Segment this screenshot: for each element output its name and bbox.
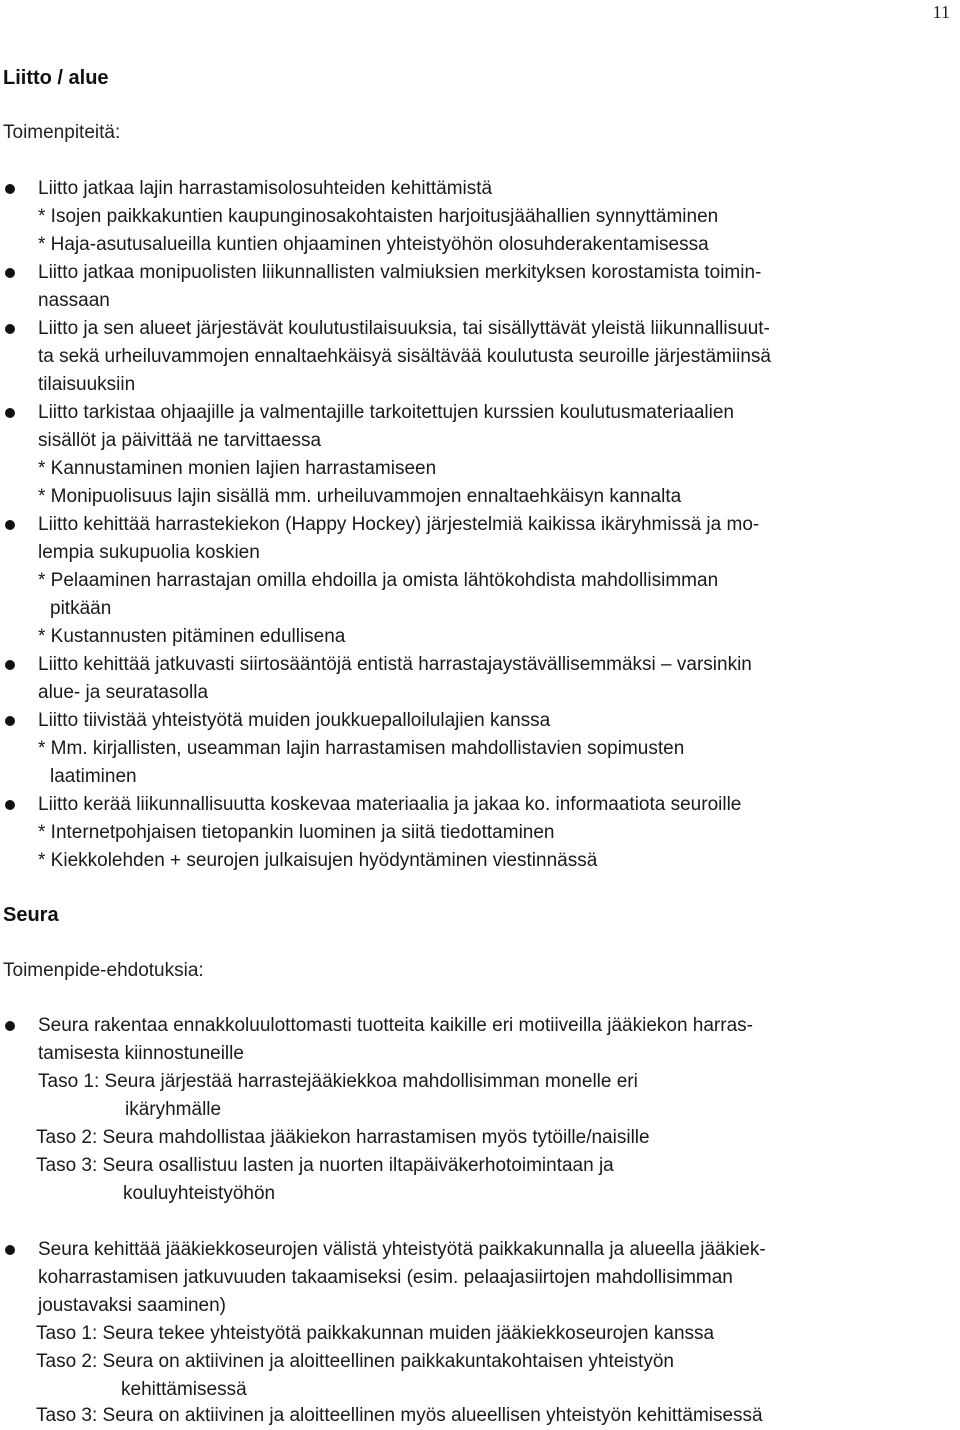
bullet-icon	[5, 1245, 15, 1255]
list-item: Liitto jatkaa lajin harrastamisolosuhteiden kehittämistä	[38, 178, 493, 199]
list-item: Liitto tarkistaa ohjaajille ja valmentajille tarkoitettujen kurssien koulutusmateriaalien	[38, 402, 734, 423]
level-item-continued: ikäryhmälle	[125, 1099, 222, 1120]
list-item: Seura rakentaa ennakkoluulottomasti tuotteita kaikille eri motiiveilla jääkiekon harras-	[38, 1015, 753, 1036]
sub-item: * Mm. kirjallisten, useamman lajin harrastamisen mahdollistavien sopimusten	[38, 738, 685, 759]
list-item-continued: tilaisuuksiin	[38, 374, 136, 395]
bullet-icon	[5, 716, 15, 726]
bullet-icon	[5, 324, 15, 334]
sub-item: * Pelaaminen harrastajan omilla ehdoilla ja omista lähtökohdista mahdollisimman	[38, 570, 719, 591]
list-item: Liitto kehittää jatkuvasti siirtosääntöjä entistä harrastajaystävällisemmäksi – varsinkin	[38, 654, 752, 675]
list-item: Liitto kehittää harrastekiekon (Happy Hockey) järjestelmiä kaikissa ikäryhmissä ja mo-	[38, 514, 760, 535]
list-item: Liitto ja sen alueet järjestävät koulutustilaisuuksia, tai sisällyttävät yleistä liikunnallisuut-	[38, 318, 770, 339]
bullet-icon	[5, 184, 15, 194]
bullet-icon	[5, 800, 15, 810]
list-item: Liitto tiivistää yhteistyötä muiden joukkuepalloilulajien kanssa	[38, 710, 551, 731]
list-item-continued: ta sekä urheiluvammojen ennaltaehkäisyä sisältävää koulutusta seuroille järjestämiinsä	[38, 346, 771, 367]
bullet-icon	[5, 660, 15, 670]
bullet-icon	[5, 268, 15, 278]
sub-item: * Kustannusten pitäminen edullisena	[38, 626, 346, 647]
level-item: Taso 1: Seura tekee yhteistyötä paikkakunnan muiden jääkiekkoseurojen kanssa	[36, 1323, 715, 1344]
section-title-liitto: Liitto / alue	[3, 67, 109, 89]
list-item-continued: sisällöt ja päivittää ne tarvittaessa	[38, 430, 322, 451]
level-item: Taso 3: Seura osallistuu lasten ja nuorten iltapäiväkerhotoimintaan ja	[36, 1155, 614, 1176]
section-subtitle-toimenpiteita: Toimenpiteitä:	[3, 122, 121, 143]
level-item: Taso 2: Seura mahdollistaa jääkiekon harrastamisen myös tytöille/naisille	[36, 1127, 650, 1148]
bullet-icon	[5, 1021, 15, 1031]
bullet-icon	[5, 408, 15, 418]
list-item: Liitto jatkaa monipuolisten liikunnallisten valmiuksien merkityksen korostamista toimin-	[38, 262, 762, 283]
list-item: Liitto kerää liikunnallisuutta koskevaa materiaalia ja jakaa ko. informaatiota seuroille	[38, 794, 742, 815]
sub-item: * Internetpohjaisen tietopankin luominen ja siitä tiedottaminen	[38, 822, 555, 843]
page-number: 11	[932, 2, 950, 22]
section-subtitle-toimenpide-ehdotuksia: Toimenpide-ehdotuksia:	[3, 960, 204, 981]
sub-item: * Kiekkolehden + seurojen julkaisujen hyödyntäminen viestinnässä	[38, 850, 598, 871]
bullet-icon	[5, 520, 15, 530]
sub-item-continued: pitkään	[50, 598, 112, 619]
list-item-continued: alue- ja seuratasolla	[38, 682, 209, 703]
list-item-continued: koharrastamisen jatkuvuuden takaamiseksi (esim. pelaajasiirtojen mahdollisimman	[38, 1267, 733, 1288]
level-item-continued: kehittämisessä	[121, 1379, 247, 1400]
sub-item-continued: laatiminen	[50, 766, 137, 787]
list-item-continued: lempia sukupuolia koskien	[38, 542, 260, 563]
level-item-continued: kouluyhteistyöhön	[123, 1183, 276, 1204]
list-item-continued: tamisesta kiinnostuneille	[38, 1043, 244, 1064]
sub-item: * Monipuolisuus lajin sisällä mm. urheiluvammojen ennaltaehkäisyn kannalta	[38, 486, 682, 507]
level-item: Taso 2: Seura on aktiivinen ja aloitteellinen paikkakuntakohtaisen yhteistyön	[36, 1351, 674, 1372]
sub-item: * Kannustaminen monien lajien harrastamiseen	[38, 458, 437, 479]
sub-item: * Isojen paikkakuntien kaupunginosakohtaisten harjoitusjäähallien synnyttäminen	[38, 206, 719, 227]
list-item-continued: joustavaksi saaminen)	[38, 1295, 226, 1316]
level-item: Taso 3: Seura on aktiivinen ja aloitteellinen myös alueellisen yhteistyön kehittämisessä	[36, 1405, 763, 1426]
list-item: Seura kehittää jääkiekkoseurojen välistä yhteistyötä paikkakunnalla ja alueella jääkiek-	[38, 1239, 766, 1260]
sub-item: * Haja-asutusalueilla kuntien ohjaaminen yhteistyöhön olosuhderakentamisessa	[38, 234, 709, 255]
section-title-seura: Seura	[3, 904, 59, 926]
level-item: Taso 1: Seura järjestää harrastejääkiekkoa mahdollisimman monelle eri	[38, 1071, 638, 1092]
list-item-continued: nassaan	[38, 290, 110, 311]
